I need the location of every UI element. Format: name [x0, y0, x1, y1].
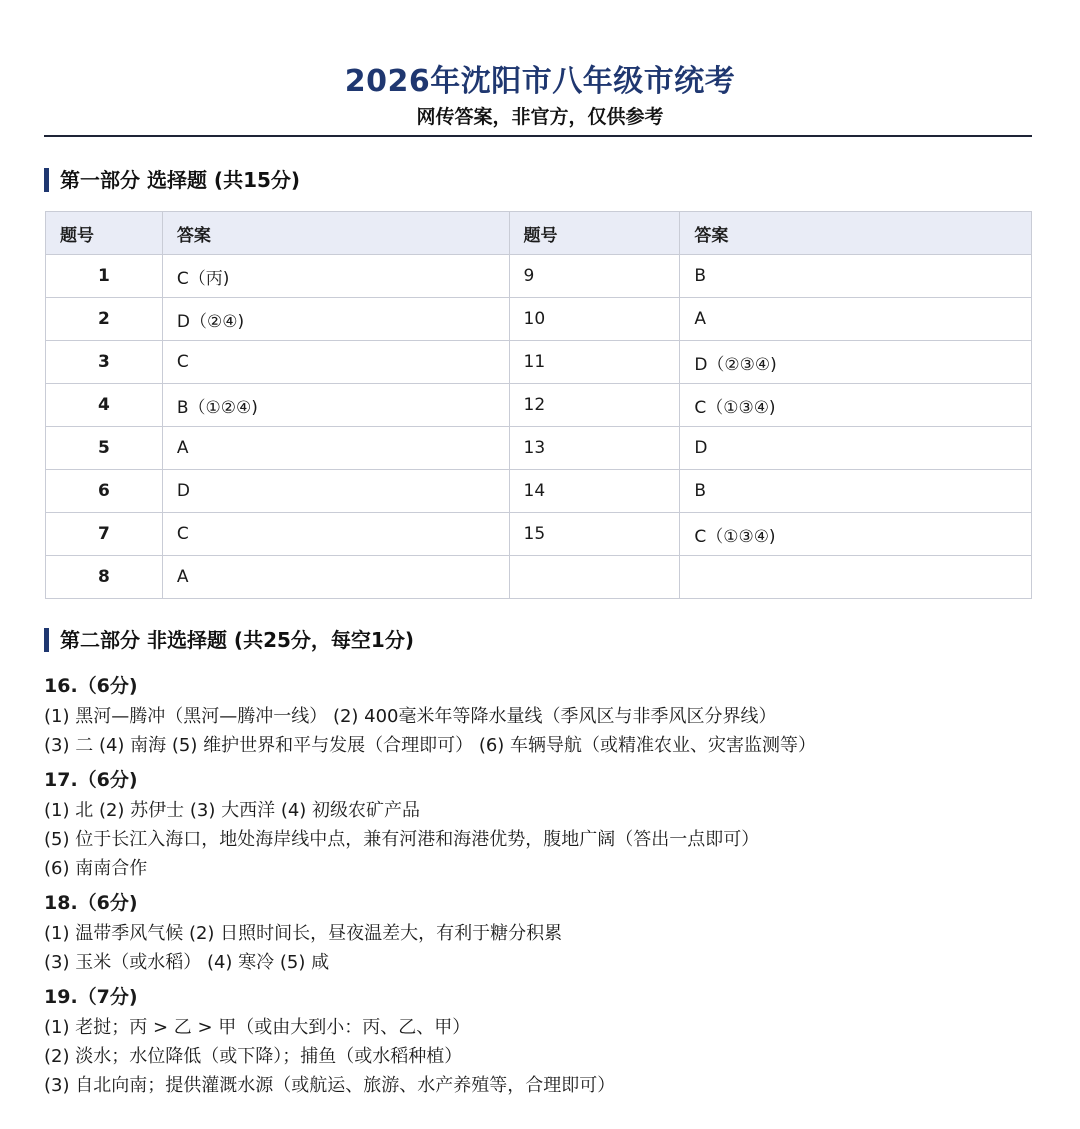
- column-header: 题号: [46, 212, 163, 255]
- question-number-cell: 15: [509, 513, 680, 556]
- table-row: [46, 470, 1032, 513]
- answer-cell: B（①②④): [162, 384, 509, 427]
- answer-line: (3) 自北向南；提供灌溉水源（或航运、旅游、水产养殖等，合理即可）: [44, 1075, 616, 1096]
- answer-line: (5) 位于长江入海口，地处海岸线中点，兼有河港和海港优势，腹地广阔（答出一点即可）: [44, 829, 760, 850]
- answer-cell: D: [162, 470, 509, 513]
- question-number-cell: 1: [46, 255, 163, 298]
- answer-cell: D: [680, 427, 1032, 470]
- answer-cell: B: [680, 255, 1032, 298]
- question-number-cell: 9: [509, 255, 680, 298]
- answer-cell: A: [162, 427, 509, 470]
- question-number-cell: 8: [46, 556, 163, 599]
- header-divider: [44, 135, 1032, 137]
- question-number-cell: 4: [46, 384, 163, 427]
- answer-table: [45, 211, 1032, 599]
- answer-cell: A: [680, 298, 1032, 341]
- question-title: 19.（7分): [44, 986, 138, 1008]
- question-block: [44, 672, 1034, 760]
- question-number-cell: 10: [509, 298, 680, 341]
- column-header: 题号: [509, 212, 680, 255]
- table-row: [46, 427, 1032, 470]
- table-row: [46, 298, 1032, 341]
- question-list: [44, 672, 1034, 1106]
- question-number-cell: 13: [509, 427, 680, 470]
- question-number-cell: [509, 556, 680, 599]
- answer-line: (1) 黑河—腾冲（黑河—腾冲一线） (2) 400毫米年等降水量线（季风区与非季风区分界线）: [44, 706, 777, 727]
- column-header: 答案: [162, 212, 509, 255]
- answer-cell: C（①③④): [680, 513, 1032, 556]
- table-row: [46, 255, 1032, 298]
- table-header-row: [46, 212, 1032, 255]
- table-row: [46, 556, 1032, 599]
- answer-cell: C（丙): [162, 255, 509, 298]
- answer-cell: [680, 556, 1032, 599]
- question-number-cell: 14: [509, 470, 680, 513]
- answer-table-body: [46, 255, 1032, 599]
- question-number-cell: 7: [46, 513, 163, 556]
- answer-line: (1) 北 (2) 苏伊士 (3) 大西洋 (4) 初级农矿产品: [44, 800, 421, 821]
- answer-line: (3) 玉米（或水稻） (4) 寒冷 (5) 咸: [44, 952, 330, 973]
- column-header: 答案: [680, 212, 1032, 255]
- question-block: [44, 983, 1034, 1100]
- answer-cell: D（②③④): [680, 341, 1032, 384]
- answer-cell: D（②④): [162, 298, 509, 341]
- question-title: 17.（6分): [44, 769, 138, 791]
- table-row: [46, 513, 1032, 556]
- answer-cell: A: [162, 556, 509, 599]
- answer-cell: C: [162, 341, 509, 384]
- answer-cell: C（①③④): [680, 384, 1032, 427]
- answer-cell: B: [680, 470, 1032, 513]
- question-title: 18.（6分): [44, 892, 138, 914]
- table-row: [46, 384, 1032, 427]
- question-number-cell: 6: [46, 470, 163, 513]
- table-row: [46, 341, 1032, 384]
- question-number-cell: 2: [46, 298, 163, 341]
- question-title: 16.（6分): [44, 675, 138, 697]
- answer-cell: C: [162, 513, 509, 556]
- answer-line: (1) 温带季风气候 (2) 日照时间长，昼夜温差大，有利于糖分积累: [44, 923, 563, 944]
- question-block: [44, 889, 1034, 977]
- answer-line: (3) 二 (4) 南海 (5) 维护世界和平与发展（合理即可） (6) 车辆导航（或精准农业、灾害监测等）: [44, 735, 817, 756]
- section-heading-part1: 第一部分 选择题 (共15分): [44, 166, 300, 194]
- answer-line: (1) 老挝；丙 > 乙 > 甲（或由大到小：丙、乙、甲）: [44, 1017, 471, 1038]
- question-number-cell: 5: [46, 427, 163, 470]
- page-subtitle: 网传答案，非官方，仅供参考: [416, 106, 664, 128]
- question-number-cell: 11: [509, 341, 680, 384]
- section-heading-part2: 第二部分 非选择题 (共25分，每空1分): [44, 626, 414, 654]
- answer-line: (6) 南南合作: [44, 858, 148, 879]
- page-title: 2026年沈阳市八年级市统考: [344, 64, 736, 99]
- question-number-cell: 12: [509, 384, 680, 427]
- question-block: [44, 766, 1034, 883]
- question-number-cell: 3: [46, 341, 163, 384]
- answer-line: (2) 淡水；水位降低（或下降）；捕鱼（或水稻种植）: [44, 1046, 463, 1067]
